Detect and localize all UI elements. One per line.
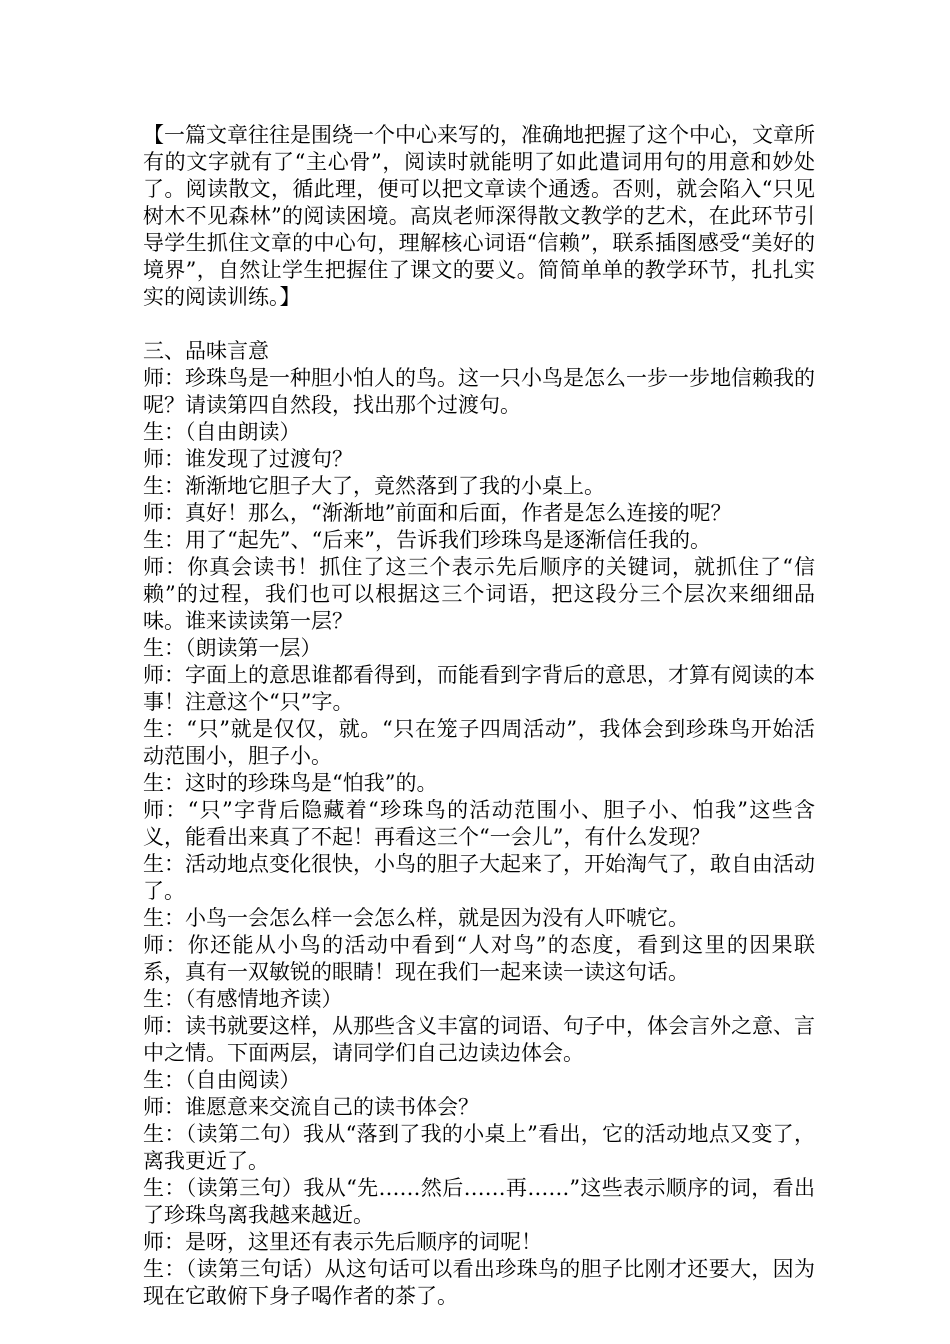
dialogue-line: 生：这时的珍珠鸟是“怕我”的。: [143, 771, 438, 795]
dialogue-line: 生：（自由朗读）: [143, 420, 301, 444]
commentary-paragraph: 【一篇文章往往是围绕一个中心来写的，准确地把握了这个中心，文章所有的文字就有了“主心骨”，阅读时就能明了如此遣词用句的用意和妙处了。阅读散文，循此理，便可以把文章读个通透。否则，就会陷入“只见树木不见森林”的阅读困境。高岚老师深得散文教学的艺术，在此环节引导学生抓住文章的中心句，理解核心词语“信赖”，联系插图感受“美好的境界”，自然让学生把握住了课文的要义。简简单单的教学环节，扎扎实实的阅读训练。】: [143, 123, 815, 309]
dialogue-line: 生：（自由阅读）: [143, 1068, 301, 1092]
dialogue-line: 生：（读第三句）我从“先……然后……再……”这些表示顺序的词，看出了珍珠鸟离我越来越近。: [143, 1176, 815, 1227]
dialogue-line: 生：用了“起先”、“后来”，告诉我们珍珠鸟是逐渐信任我的。: [143, 528, 711, 552]
document-page: [143, 122, 815, 1310]
dialogue-line: 生：渐渐地它胆子大了，竟然落到了我的小桌上。: [143, 474, 605, 498]
dialogue-line: 生：（读第三句话）从这句话可以看出珍珠鸟的胆子比刚才还要大，因为现在它敢俯下身子喝作者的茶了。: [143, 1257, 815, 1308]
dialogue-line: 生：“只”就是仅仅，就。“只在笼子四周活动”，我体会到珍珠鸟开始活动范围小，胆子小。: [143, 717, 815, 768]
dialogue-line: 师：字面上的意思谁都看得到，而能看到字背后的意思，才算有阅读的本事！注意这个“只”字。: [143, 663, 815, 714]
dialogue-line: 生：小鸟一会怎么样一会怎么样，就是因为没有人吓唬它。: [143, 906, 689, 930]
dialogue-line: 生：（朗读第一层）: [143, 636, 322, 660]
dialogue-line: 师：“只”字背后隐藏着“珍珠鸟的活动范围小、胆子小、怕我”这些含义，能看出来真了不起！再看这三个“一会儿”，有什么发现？: [143, 798, 815, 849]
dialogue-line: 师：真好！那么，“渐渐地”前面和后面，作者是怎么连接的呢？: [143, 501, 732, 525]
paragraph-spacer: [143, 311, 815, 338]
dialogue-line: 师：你还能从小鸟的活动中看到“人对鸟”的态度，看到这里的因果联系，真有一双敏锐的眼睛！现在我们一起来读一读这句话。: [143, 933, 815, 984]
dialogue-line: 师：谁愿意来交流自己的读书体会？: [143, 1095, 479, 1119]
dialogue-line: 师：读书就要这样，从那些含义丰富的词语、句子中，体会言外之意、言中之情。下面两层，请同学们自己边读边体会。: [143, 1014, 815, 1065]
dialogue-line: 师：谁发现了过渡句？: [143, 447, 353, 471]
dialogue-line: 生：（读第二句）我从“落到了我的小桌上”看出，它的活动地点又变了，离我更近了。: [143, 1122, 815, 1173]
dialogue-line: 师：珍珠鸟是一种胆小怕人的鸟。这一只小鸟是怎么一步一步地信赖我的呢？请读第四自然段，找出那个过渡句。: [143, 366, 815, 417]
section-heading: 三、品味言意: [143, 339, 269, 363]
dialogue-line: 师：你真会读书！抓住了这三个表示先后顺序的关键词，就抓住了“信赖”的过程，我们也可以根据这三个词语，把这段分三个层次来细细品味。谁来读读第一层？: [143, 555, 815, 633]
dialogue-line: 生：（有感情地齐读）: [143, 987, 343, 1011]
dialogue-line: 师：是呀，这里还有表示先后顺序的词呢！: [143, 1230, 542, 1254]
dialogue-line: 生：活动地点变化很快，小鸟的胆子大起来了，开始淘气了，敢自由活动了。: [143, 852, 815, 903]
